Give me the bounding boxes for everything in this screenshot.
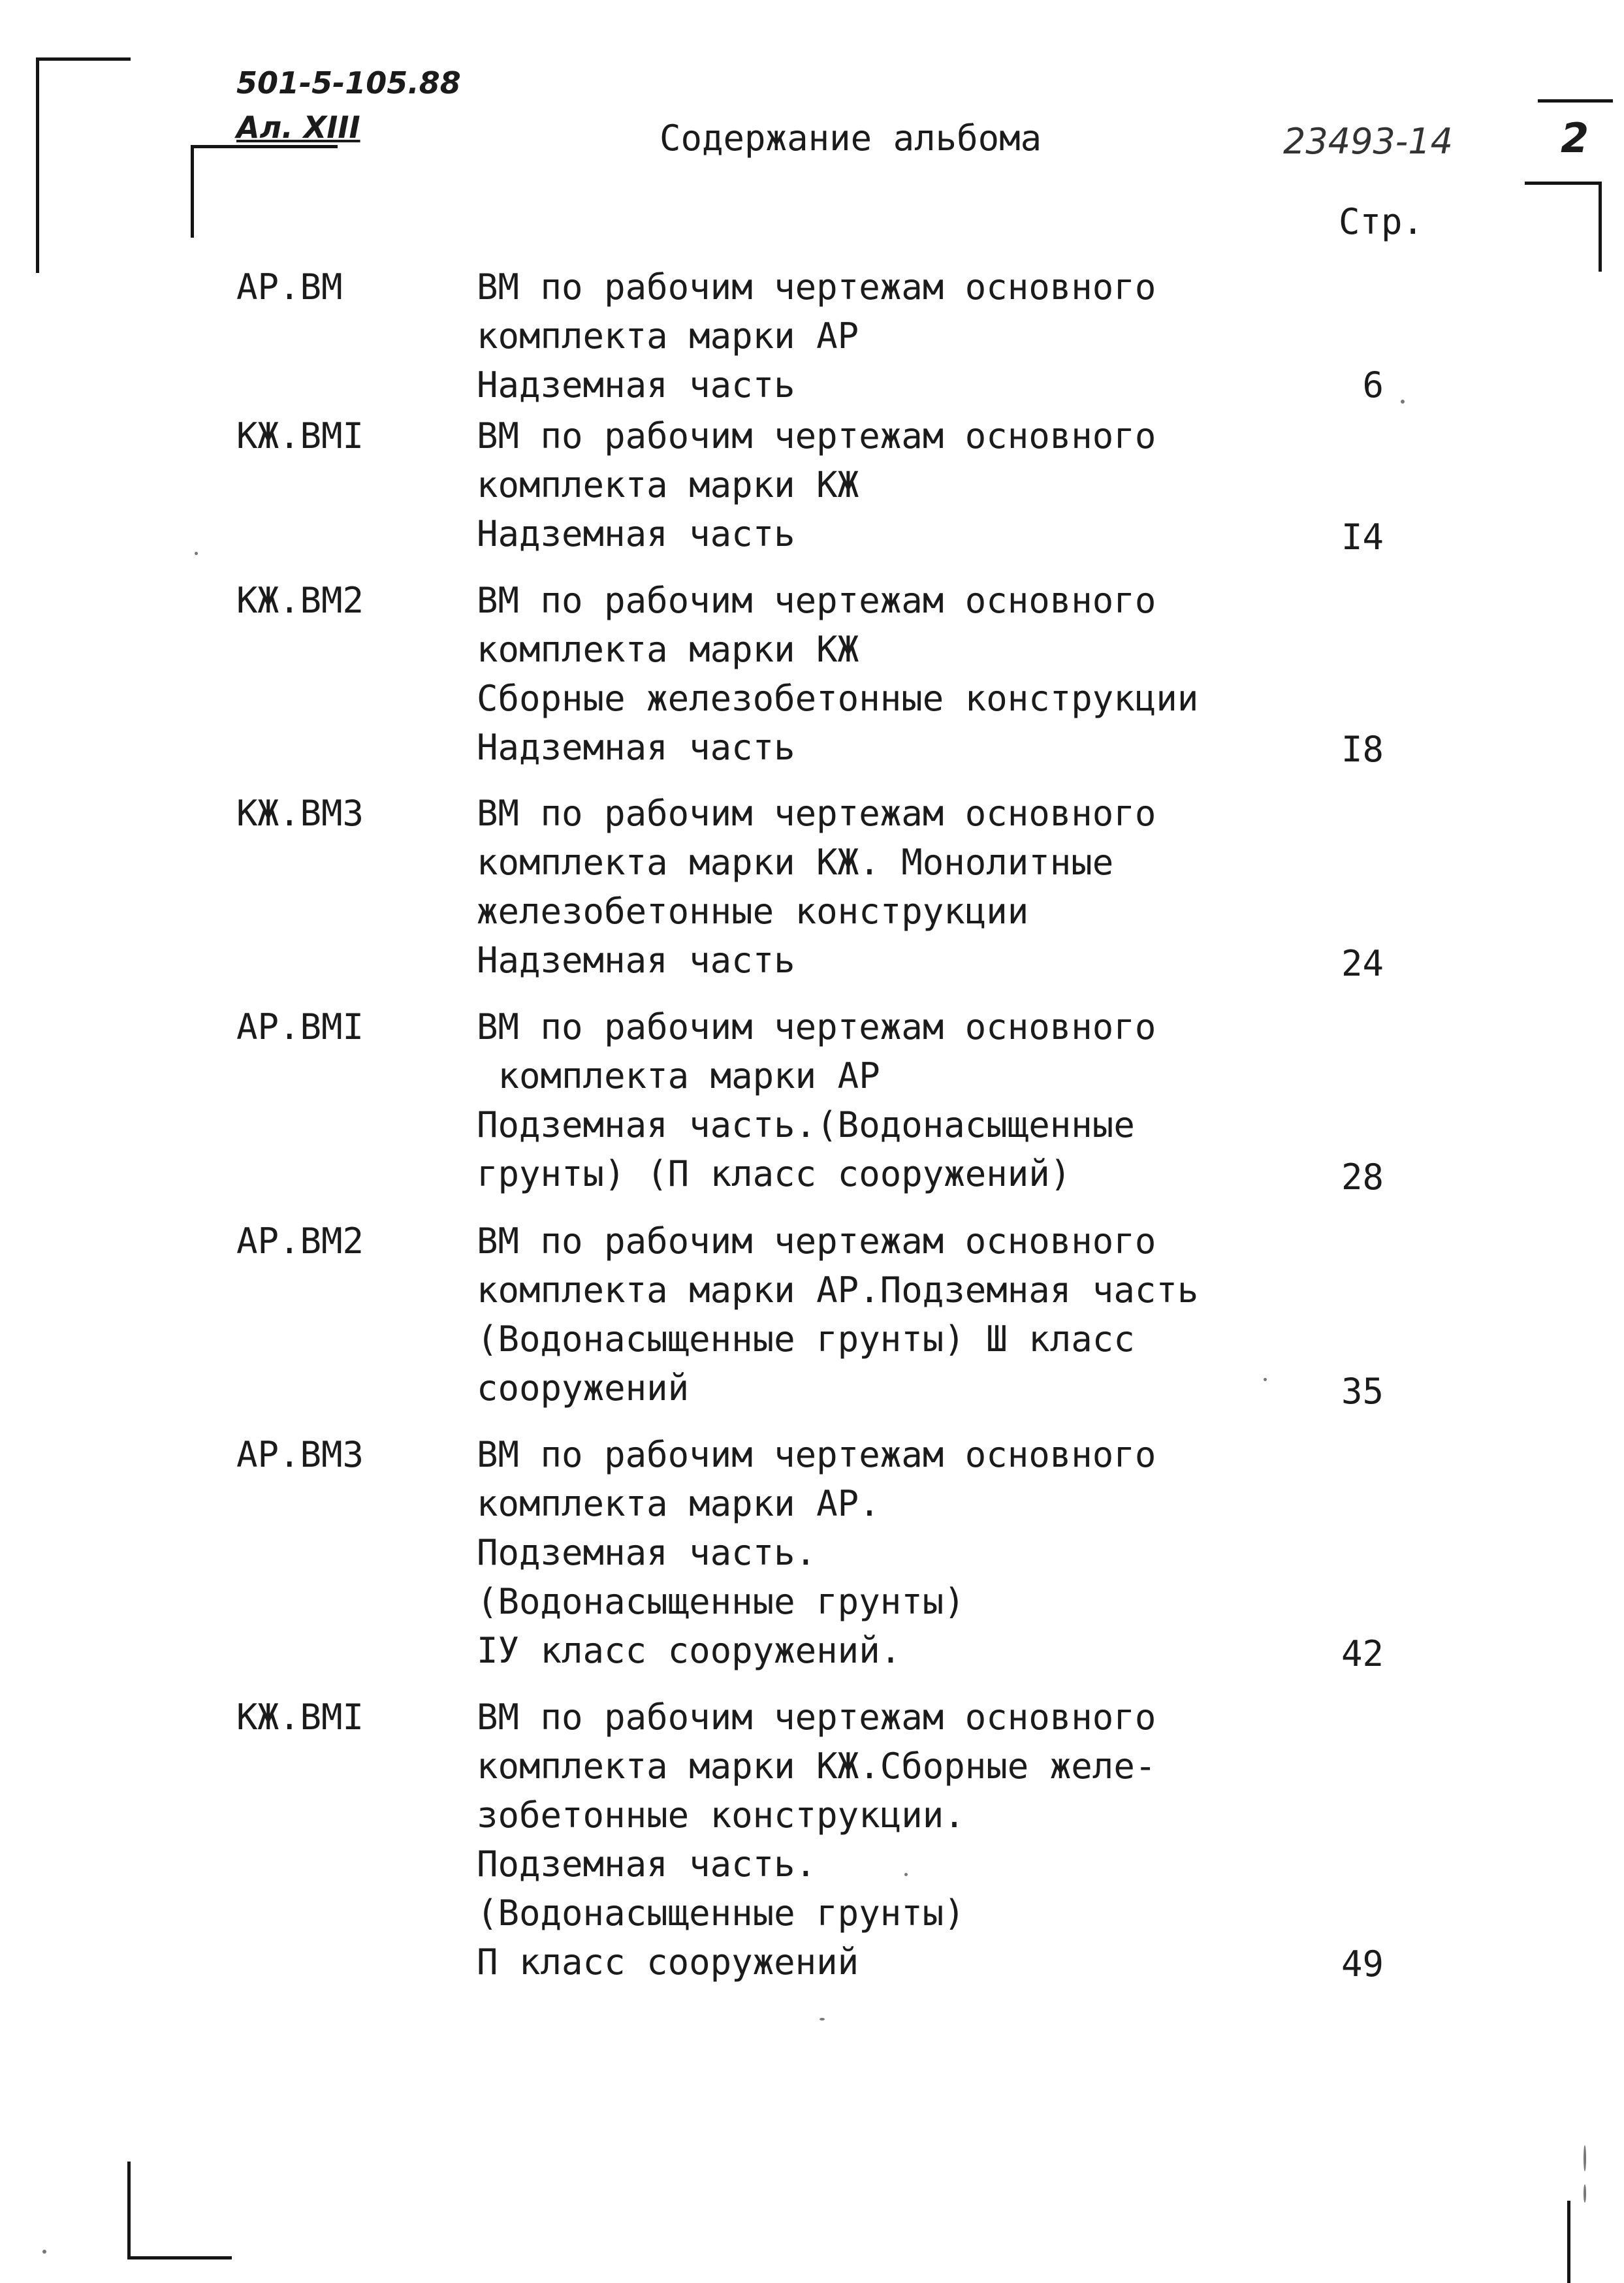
entry-line: ВМ по рабочим чертежам основного: [477, 415, 1156, 456]
entry-line: ВМ по рабочим чертежам основного: [477, 1006, 1156, 1047]
scan-speck: [1264, 1378, 1267, 1381]
frame-corner-top-left-v: [36, 57, 39, 273]
frame-corner-bottom-right-v: [1567, 2201, 1570, 2283]
entry-line: комплекта марки АР.: [477, 1483, 880, 1524]
entry-line: Подземная часть.(Водонасыщенные: [477, 1104, 1135, 1145]
entry-code: АР.ВМ: [236, 266, 343, 308]
entry-line: ВМ по рабочим чертежам основного: [477, 1221, 1156, 1262]
entry-page: I4: [1341, 517, 1384, 558]
entry-code: АР.ВМ3: [236, 1434, 364, 1475]
entry-line: грунты) (П класс сооружений): [477, 1153, 1072, 1194]
entry-page: 6: [1362, 364, 1384, 406]
scan-speck: [1584, 2184, 1586, 2203]
frame-corner-top-left-h: [36, 57, 131, 61]
entry-code: АР.ВМ2: [236, 1221, 364, 1262]
entry-line: ВМ по рабочим чертежам основного: [477, 1697, 1156, 1738]
entry-line: Подземная часть.: [477, 1844, 817, 1885]
entry-line: Надземная часть: [477, 513, 795, 554]
entry-line: Надземная часть: [477, 940, 795, 981]
page-column-header: Стр.: [1339, 201, 1424, 242]
scan-speck: [1401, 400, 1405, 404]
entry-code: КЖ.ВМ3: [236, 793, 364, 834]
inventory-number: 23493-14: [1283, 121, 1453, 162]
page-title: Содержание альбома: [660, 118, 1042, 159]
entry-page: I8: [1341, 729, 1384, 770]
entry-page: 42: [1341, 1633, 1384, 1674]
entry-line: (Водонасыщенные грунты): [477, 1892, 965, 1934]
scan-speck: [904, 1873, 908, 1876]
frame-corner-bottom-left-v: [127, 2162, 131, 2259]
entry-line: комплекта марки АР: [477, 315, 859, 357]
scan-speck: [42, 2250, 46, 2254]
frame-corner-top-right-h: [1538, 99, 1613, 103]
sheet-number: 2: [1561, 114, 1589, 162]
frame-corner-inner-top-right-v: [1599, 182, 1602, 272]
entry-page: 49: [1341, 1943, 1384, 1985]
entry-page: 35: [1341, 1371, 1384, 1412]
album-number: Ал. XIII: [236, 110, 360, 145]
entry-code: КЖ.ВМI: [236, 415, 364, 456]
frame-corner-inner-top-right-h: [1525, 182, 1602, 185]
entry-line: Сборные железобетонные конструкции: [477, 678, 1199, 719]
entry-line: (Водонасыщенные грунты): [477, 1581, 965, 1622]
entry-code: КЖ.ВМI: [236, 1697, 364, 1738]
frame-corner-bottom-left-h: [127, 2256, 232, 2259]
entry-code: КЖ.ВМ2: [236, 580, 364, 621]
entry-line: IУ класс сооружений.: [477, 1630, 902, 1671]
entry-line: комплекта марки КЖ.Сборные желе-: [477, 1746, 1156, 1787]
entry-line: ВМ по рабочим чертежам основного: [477, 793, 1156, 834]
entry-line: П класс сооружений: [477, 1941, 859, 1983]
entry-page: 24: [1341, 943, 1384, 984]
entry-line: сооружений: [477, 1367, 690, 1409]
entry-line: ВМ по рабочим чертежам основного: [477, 1434, 1156, 1475]
entry-line: комплекта марки АР: [477, 1055, 880, 1096]
scan-speck: [1584, 2145, 1586, 2171]
entry-line: комплекта марки АР.Подземная часть: [477, 1269, 1199, 1311]
entry-line: комплекта марки КЖ: [477, 629, 859, 670]
frame-corner-inner-top-left-v: [191, 145, 194, 238]
series-number: 501-5-105.88: [236, 65, 461, 101]
entry-line: железобетонные конструкции: [477, 891, 1029, 932]
entry-line: зобетонные конструкции.: [477, 1795, 965, 1836]
entry-line: Надземная часть: [477, 364, 795, 406]
entry-code: АР.ВМI: [236, 1006, 364, 1047]
entry-line: ВМ по рабочим чертежам основного: [477, 266, 1156, 308]
entry-line: Надземная часть: [477, 727, 795, 768]
frame-corner-inner-top-left-h: [191, 145, 338, 148]
entry-line: (Водонасыщенные грунты) Ш класс: [477, 1318, 1135, 1360]
entry-line: комплекта марки КЖ: [477, 464, 859, 505]
scan-speck: [195, 552, 198, 555]
scan-speck: [820, 2018, 825, 2020]
entry-line: ВМ по рабочим чертежам основного: [477, 580, 1156, 621]
entry-page: 28: [1341, 1157, 1384, 1198]
entry-line: комплекта марки КЖ. Монолитные: [477, 842, 1114, 883]
entry-line: Подземная часть.: [477, 1532, 817, 1573]
